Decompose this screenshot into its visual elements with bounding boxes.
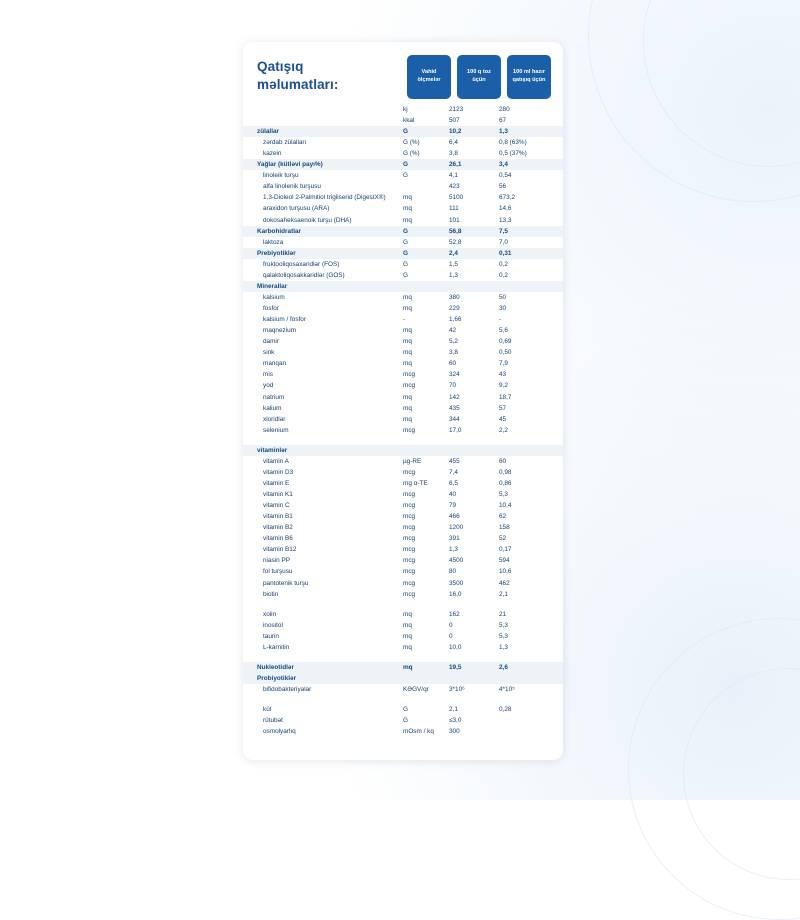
cell-value-100ml: 7,0 (499, 238, 508, 246)
cell-value-100g: 79 (449, 502, 457, 510)
cell-name: vitamin B2 (263, 524, 293, 532)
cell-value-100ml: 158 (499, 524, 510, 532)
table-row (243, 704, 563, 715)
cell-name: kalsium (263, 293, 285, 301)
cell-value-100ml: 0,2 (499, 271, 508, 279)
table-row (243, 270, 563, 281)
cell-name: vitamin B6 (263, 535, 293, 543)
cell-name (243, 115, 403, 126)
cell-value-100ml: 0,8 (63%) (499, 139, 527, 147)
table-row (243, 511, 563, 522)
cell-unit: mq (403, 393, 412, 401)
cell-unit: mq (403, 632, 412, 640)
cell-value-100g: ≤3,0 (449, 717, 462, 725)
cell-value-100ml: 2,2 (499, 426, 508, 434)
chip-100ml: 100 ml hazır qatışıq üçün (507, 55, 551, 99)
table-row (243, 533, 563, 544)
cell-name: Minerallar (243, 281, 403, 292)
table-row (243, 500, 563, 511)
cell-unit: G (403, 238, 408, 246)
cell-value-100g: 455 (449, 457, 460, 465)
cell-unit: mq (403, 293, 412, 301)
cell-value-100ml: 2,1 (499, 590, 508, 598)
table-row (243, 620, 563, 631)
cell-value-100ml: 0,54 (499, 172, 512, 180)
cell-name: fol turşusu (263, 568, 293, 576)
cell-value-100g: 10,2 (449, 126, 499, 137)
table-row (243, 347, 563, 358)
table-row (243, 567, 563, 578)
cell-name: Karbohidratlar (243, 226, 403, 237)
table-row (243, 137, 563, 148)
cell-value-100ml: 62 (499, 513, 507, 521)
table-row-header (243, 248, 563, 259)
cell-value-100g: 42 (449, 327, 457, 335)
card-header (243, 42, 563, 104)
table-row-header (243, 445, 563, 456)
table-row (243, 237, 563, 248)
cell-value-100ml: 43 (499, 371, 507, 379)
cell-value-100ml: 67 (499, 116, 507, 124)
cell-unit: µg-RE (403, 457, 422, 465)
cell-name: qalaktoliqosakkaridlər (GOS) (263, 271, 345, 279)
table-row (243, 684, 563, 695)
table-row (243, 589, 563, 600)
cell-value-100ml: 5,3 (499, 632, 508, 640)
cell-value-100g: 229 (449, 305, 460, 313)
cell-unit: mcg (403, 579, 416, 587)
cell-unit: mOsm / kq (403, 728, 434, 736)
cell-value-100ml: 13,3 (499, 216, 512, 224)
cell-value-100g: 324 (449, 371, 460, 379)
cell-value-100g: 1,5 (449, 260, 458, 268)
cell-value-100g: 3,8 (449, 349, 458, 357)
cell-name: selenium (263, 426, 289, 434)
cell-name: Nukleotidlər (243, 662, 403, 673)
cell-value-100ml (499, 726, 563, 737)
cell-value-100g: 6,5 (449, 479, 458, 487)
cell-value-100ml: 0,5 (37%) (499, 150, 527, 158)
cell-unit: mcg (403, 491, 416, 499)
cell-name: vitamin B12 (263, 546, 297, 554)
table-row (243, 544, 563, 555)
cell-unit: mcg (403, 535, 416, 543)
cell-name: manqan (263, 360, 287, 368)
cell-value-100g: 40 (449, 491, 457, 499)
cell-unit: mcg (403, 513, 416, 521)
cell-unit: mcg (403, 371, 416, 379)
cell-value-100g: 60 (449, 360, 457, 368)
cell-unit: G (%) (403, 150, 420, 158)
table-spacer (243, 600, 563, 609)
cell-name: bifidobakteriyalar (263, 686, 312, 694)
cell-value-100g: 80 (449, 568, 457, 576)
spacer-cell (243, 653, 563, 662)
cell-name: linoleik turşu (263, 172, 299, 180)
cell-unit: mq (403, 610, 412, 618)
spacer-cell (243, 600, 563, 609)
table-row (243, 392, 563, 403)
table-row (243, 292, 563, 303)
table-row (243, 381, 563, 392)
cell-unit (403, 445, 449, 456)
cell-name: Prebiyotiklər (243, 248, 403, 259)
table-row-header (243, 126, 563, 137)
cell-unit: mcg (403, 426, 416, 434)
cell-value-100ml: 14,6 (499, 205, 512, 213)
cell-value-100g: 70 (449, 382, 457, 390)
cell-value-100ml: 10,6 (499, 568, 512, 576)
table-row (243, 631, 563, 642)
cell-value-100ml: 18,7 (499, 393, 512, 401)
cell-unit: kkal (403, 116, 415, 124)
table-row (243, 259, 563, 270)
cell-value-100ml: 4*10⁵ (499, 686, 515, 694)
nutrition-table-wrap (243, 104, 563, 743)
cell-value-100ml: 52 (499, 535, 507, 543)
table-row (243, 104, 563, 115)
cell-value-100g: 16,0 (449, 590, 462, 598)
cell-name: xolin (263, 610, 277, 618)
table-row (243, 715, 563, 726)
cell-value-100ml: 7,9 (499, 360, 508, 368)
cell-value-100ml: 57 (499, 404, 507, 412)
cell-name: L-karnitin (263, 643, 290, 651)
cell-unit: - (403, 316, 406, 324)
cell-value-100g: 1,3 (449, 271, 458, 279)
cell-value-100g: 3*10⁶ (449, 686, 465, 694)
cell-unit: G (403, 159, 449, 170)
table-row (243, 370, 563, 381)
cell-unit: G (403, 271, 408, 279)
cell-value-100ml: 3,4 (499, 159, 563, 170)
cell-value-100g: 5,2 (449, 338, 458, 346)
cell-name: laktoza (263, 238, 284, 246)
cell-name: vitamin D3 (263, 468, 294, 476)
cell-value-100ml: 7,5 (499, 226, 563, 237)
cell-value-100g: 111 (449, 205, 459, 213)
chip-units: Vahid ölçmelər (407, 55, 451, 99)
cell-unit: mq (403, 338, 412, 346)
cell-name: Yağlar (kütləvi payı%) (243, 159, 403, 170)
cell-value-100g: 17,0 (449, 426, 462, 434)
cell-unit: mq (403, 327, 412, 335)
cell-unit: G (403, 126, 449, 137)
cell-unit: mq (403, 216, 412, 224)
cell-name: Probiyotiklər (243, 673, 403, 684)
cell-unit: mq (403, 415, 412, 423)
cell-value-100g: 6,4 (449, 139, 458, 147)
cell-value-100g (449, 445, 499, 456)
cell-unit: mq (403, 643, 412, 651)
cell-name: vitamin B1 (263, 513, 293, 521)
cell-name: kazein (263, 150, 282, 158)
cell-name: mis (263, 371, 273, 379)
table-row-header (243, 673, 563, 684)
cell-unit: mq (403, 404, 412, 412)
cell-unit (403, 181, 449, 192)
cell-unit: G (403, 717, 408, 725)
cell-value-100ml (499, 445, 563, 456)
cell-value-100g (449, 673, 499, 684)
cell-value-100ml: 0,69 (499, 338, 512, 346)
table-row (243, 336, 563, 347)
cell-unit: mcg (403, 468, 416, 476)
cell-unit: G (403, 226, 449, 237)
cell-name: vitamin K1 (263, 491, 293, 499)
cell-value-100ml: 60 (499, 457, 507, 465)
cell-name: vitamin A (263, 457, 289, 465)
table-row (243, 489, 563, 500)
cell-value-100ml: 1,3 (499, 126, 563, 137)
cell-unit: mq (403, 205, 412, 213)
cell-value-100ml: 280 (499, 105, 510, 113)
cell-value-100ml (499, 281, 563, 292)
cell-unit: mq (403, 621, 412, 629)
cell-value-100g: 0 (449, 621, 453, 629)
cell-value-100g: 26,1 (449, 159, 499, 170)
cell-unit: mg α-TE (403, 479, 428, 487)
cell-name: zərdab zülalları (263, 139, 307, 147)
table-row (243, 642, 563, 653)
cell-value-100g: 5100 (449, 194, 464, 202)
cell-value-100g: 1200 (449, 524, 464, 532)
title-line-1: Qatışıq (257, 59, 304, 74)
cell-name: rütubət (263, 717, 283, 725)
cell-name: osmolyarlıq (263, 728, 296, 736)
cell-value-100ml: 56 (499, 183, 507, 191)
cell-value-100g: 19,5 (449, 662, 499, 673)
cell-unit (403, 281, 449, 292)
table-row (243, 204, 563, 215)
table-spacer (243, 695, 563, 704)
cell-value-100ml: - (499, 316, 502, 324)
table-row (243, 193, 563, 204)
table-row (243, 456, 563, 467)
table-row (243, 115, 563, 126)
cell-value-100g: 162 (449, 610, 460, 618)
cell-unit: mq (403, 305, 412, 313)
cell-unit: G (403, 172, 408, 180)
cell-value-100ml: 5,3 (499, 621, 508, 629)
cell-value-100ml (499, 673, 563, 684)
cell-name: yod (263, 382, 274, 390)
table-row (243, 148, 563, 159)
cell-value-100g: 10,0 (449, 643, 462, 651)
cell-value-100ml: 50 (499, 293, 507, 301)
table-row (243, 609, 563, 620)
cell-value-100g: 3500 (449, 579, 464, 587)
cell-unit: mcg (403, 590, 416, 598)
cell-unit: mcg (403, 502, 416, 510)
cell-unit: KƏGV/qr (403, 686, 429, 694)
title-line-2: məlumatları: (257, 77, 339, 93)
table-row (243, 478, 563, 489)
cell-name: sink (263, 349, 275, 357)
cell-unit: G (403, 248, 449, 259)
cell-value-100ml: 0,50 (499, 349, 512, 357)
cell-value-100g: 4500 (449, 557, 464, 565)
page-title (257, 58, 407, 94)
cell-value-100ml: 21 (499, 610, 507, 618)
cell-name: kalsium / fosfor (263, 316, 306, 324)
cell-value-100g: 466 (449, 513, 460, 521)
cell-unit: G (403, 260, 408, 268)
cell-unit: mcg (403, 382, 416, 390)
table-row-header (243, 662, 563, 673)
table-row (243, 325, 563, 336)
table-row-header (243, 226, 563, 237)
cell-name: zülallar (243, 126, 403, 137)
cell-name: natrium (263, 393, 285, 401)
cell-value-100g: 507 (449, 116, 460, 124)
table-row (243, 556, 563, 567)
cell-value-100ml: 1,3 (499, 643, 508, 651)
cell-value-100g: 142 (449, 393, 460, 401)
table-row-header (243, 159, 563, 170)
cell-name: biotin (263, 590, 279, 598)
cell-name: maqnezium (263, 327, 297, 335)
cell-value-100ml: 10,4 (499, 502, 512, 510)
cell-name: xloridlər (263, 415, 286, 423)
chip-100g: 100 q toz üçün (457, 55, 501, 99)
cell-value-100g: 344 (449, 415, 460, 423)
cell-name: alfa linolenik turşusu (263, 183, 321, 191)
cell-value-100ml: 5,6 (499, 327, 508, 335)
cell-name: niasin PP (263, 557, 290, 565)
cell-unit: mq (403, 360, 412, 368)
nutrition-card (243, 42, 563, 760)
cell-value-100ml: 30 (499, 305, 507, 313)
table-row (243, 578, 563, 589)
cell-value-100ml: 594 (499, 557, 510, 565)
cell-value-100ml: 0,17 (499, 546, 512, 554)
cell-value-100g: 101 (449, 216, 460, 224)
cell-value-100ml: 673,2 (499, 194, 515, 202)
cell-value-100ml: 45 (499, 415, 507, 423)
cell-name: fruktooliqosaxaridlər (FOS) (263, 260, 340, 268)
cell-unit (403, 673, 449, 684)
cell-unit: mcg (403, 568, 416, 576)
cell-value-100g: 300 (449, 728, 460, 736)
cell-name: inositol (263, 621, 283, 629)
cell-unit: mcg (403, 557, 416, 565)
table-row (243, 314, 563, 325)
cell-value-100ml: 2,6 (499, 662, 563, 673)
cell-value-100ml: 0,31 (499, 248, 563, 259)
cell-value-100g: 52,8 (449, 238, 462, 246)
cell-name: kül (263, 706, 272, 714)
cell-unit: G (%) (403, 139, 420, 147)
cell-unit: mq (403, 349, 412, 357)
table-row (243, 726, 563, 737)
table-row (243, 414, 563, 425)
cell-value-100g: 435 (449, 404, 460, 412)
cell-name: vitamin C (263, 502, 290, 510)
table-row (243, 215, 563, 226)
cell-name: damir (263, 338, 279, 346)
cell-unit: mq (403, 194, 412, 202)
cell-value-100g: 2,1 (449, 706, 458, 714)
nutrition-table-body (243, 104, 563, 737)
cell-value-100ml: 0,86 (499, 479, 512, 487)
cell-value-100g: 1,66 (449, 316, 462, 324)
cell-value-100g: 7,4 (449, 468, 458, 476)
cell-value-100ml: 0,2 (499, 260, 508, 268)
cell-value-100g: 2,4 (449, 248, 499, 259)
cell-name: fosfor (263, 305, 279, 313)
cell-name: taurin (263, 632, 279, 640)
cell-value-100ml: 5,3 (499, 491, 508, 499)
cell-value-100g: 4,1 (449, 172, 458, 180)
nutrition-table (243, 104, 563, 737)
cell-value-100g: 0 (449, 632, 453, 640)
cell-name: pantotenik turşu (263, 579, 309, 587)
cell-name (243, 104, 403, 115)
column-chips (407, 55, 551, 99)
cell-value-100ml: 0,98 (499, 468, 512, 476)
cell-value-100ml: 0,28 (499, 706, 512, 714)
cell-unit: G (403, 706, 408, 714)
table-row (243, 303, 563, 314)
cell-name: araxidon turşusu (ARA) (263, 205, 330, 213)
table-row (243, 358, 563, 369)
table-row (243, 403, 563, 414)
table-row (243, 170, 563, 181)
table-row (243, 181, 563, 192)
cell-value-100g: 380 (449, 293, 460, 301)
cell-value-100ml: 9,2 (499, 382, 508, 390)
cell-name: vitamin E (263, 479, 290, 487)
cell-name: kalium (263, 404, 282, 412)
spacer-cell (243, 436, 563, 445)
cell-value-100ml (499, 715, 563, 726)
cell-value-100g (449, 281, 499, 292)
cell-value-100g: 3,8 (449, 150, 458, 158)
cell-unit: mcg (403, 524, 416, 532)
table-row-header (243, 281, 563, 292)
cell-name: dokosaheksaenoik turşu (DHA) (263, 216, 352, 224)
cell-value-100g: 2123 (449, 105, 464, 113)
cell-value-100g: 391 (449, 535, 460, 543)
cell-name: vitaminlər (243, 445, 403, 456)
cell-value-100g: 56,8 (449, 226, 499, 237)
cell-value-100g: 1,3 (449, 546, 458, 554)
cell-unit: mcg (403, 546, 416, 554)
table-spacer (243, 436, 563, 445)
cell-name: 1,3-Dioleol 2-Palmitiol trigliserid (DigestX®) (263, 194, 386, 202)
cell-value-100ml: 462 (499, 579, 510, 587)
table-spacer (243, 653, 563, 662)
spacer-cell (243, 695, 563, 704)
table-row (243, 522, 563, 533)
table-row (243, 425, 563, 436)
cell-unit: kj (403, 105, 408, 113)
cell-unit: mq (403, 662, 449, 673)
cell-value-100g: 423 (449, 183, 460, 191)
table-row (243, 467, 563, 478)
